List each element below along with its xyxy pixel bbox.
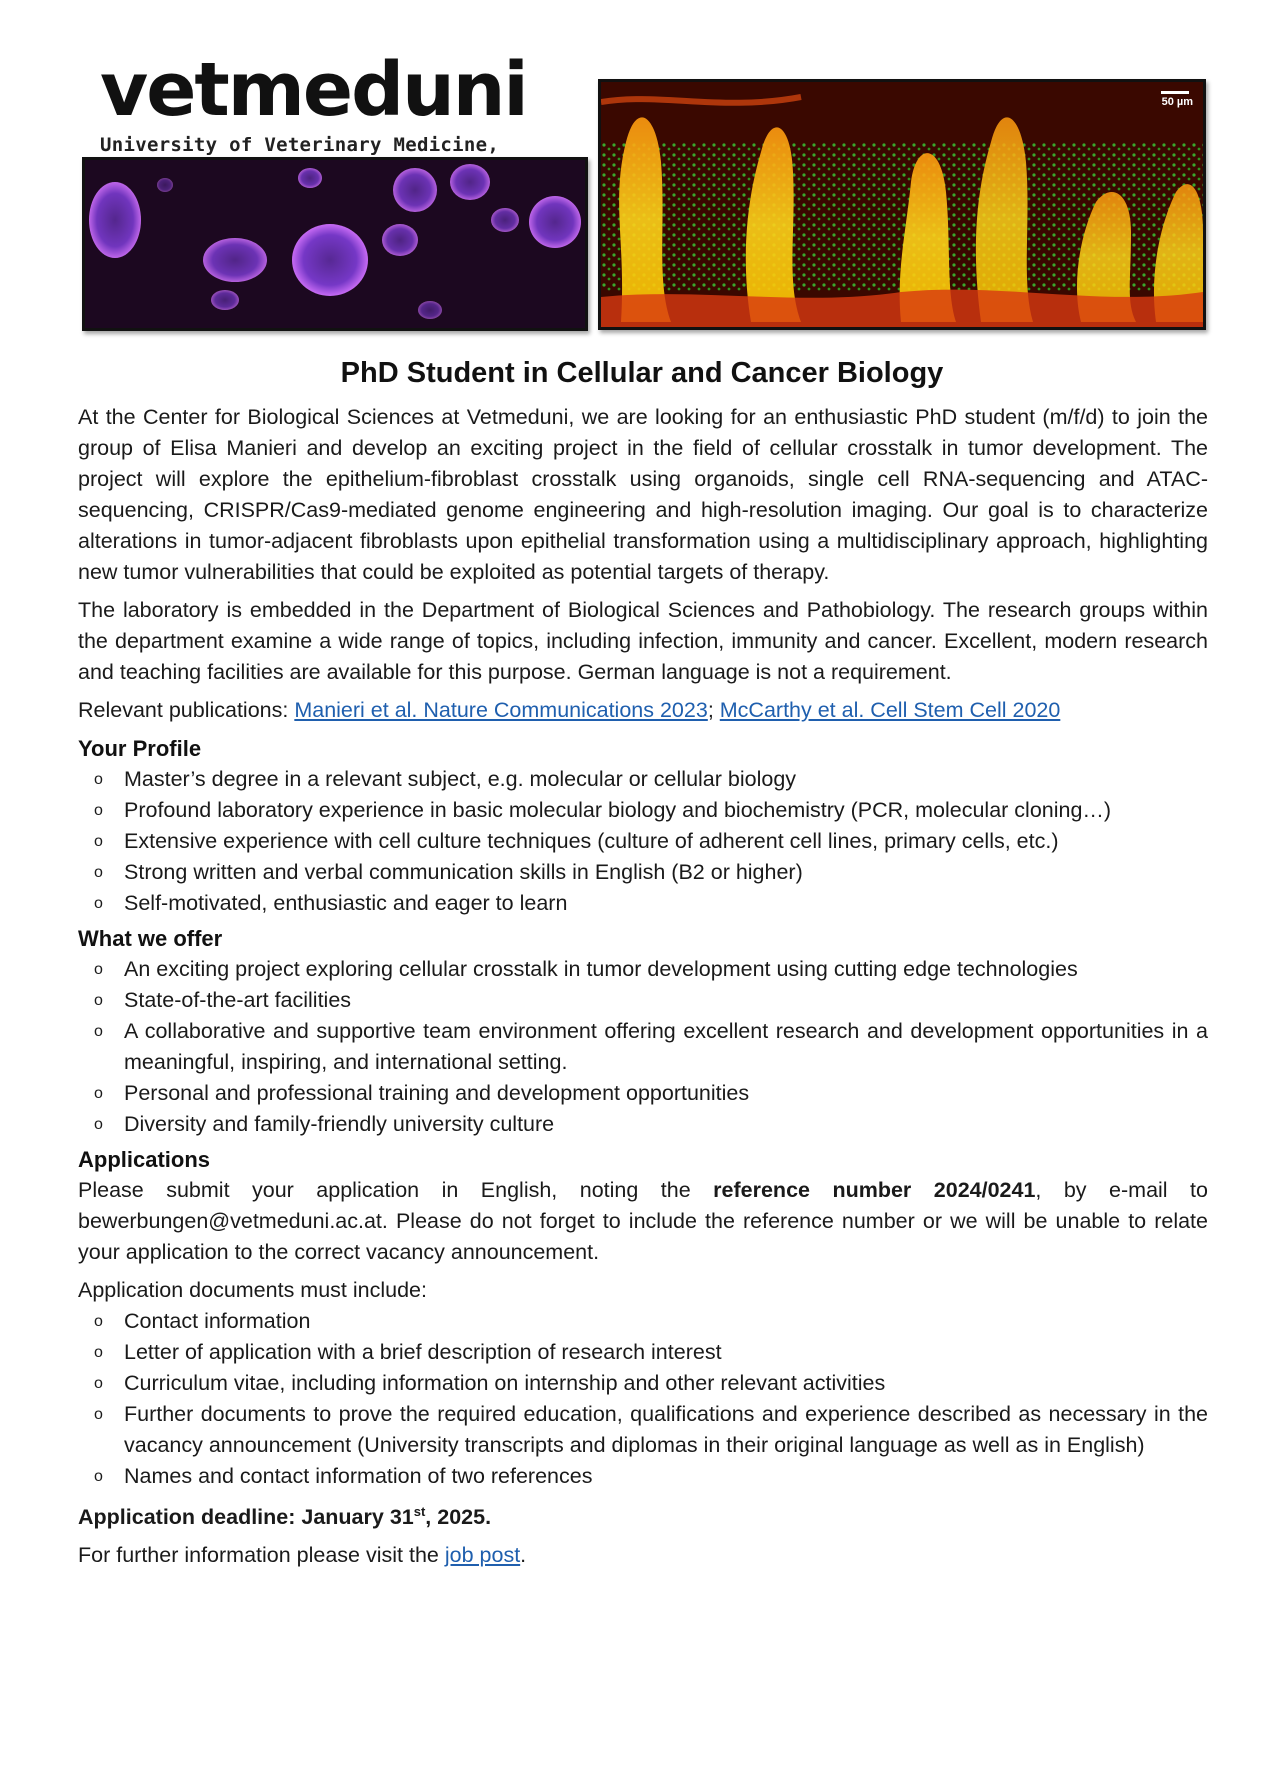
logo-subtitle: University of Veterinary Medicine, (100, 134, 500, 156)
intro-paragraph: At the Center for Biological Sciences at Vetmeduni, we are looking for an enthusiastic PhD student (m/f/d) to join the group of Elisa Manieri and develop an exciting project in the field of cellular crosstalk in tumor development. The project will explore the epithelium-fibroblast crosstalk using organoids, single cell RNA-sequencing and ATAC-sequencing, CRISPR/Cas9-mediated genome engineering and high-resolution imaging. Our goal is to characterize alterations in tumor-adjacent fibroblasts upon epithelial transformation using a multidisciplinary approach, highlighting new tumor vulnerabilities that could be exploited as potential targets of therapy. (78, 405, 1208, 584)
job-description (78, 402, 1208, 1578)
list-item: o Personal and professional training and development opportunities (78, 1078, 1208, 1109)
list-item: o Curriculum vitae, including information on internship and other relevant activities (78, 1368, 1208, 1399)
bullet-icon: o (94, 1085, 103, 1102)
bullet-icon: o (94, 864, 103, 881)
bullet-icon: o (94, 1313, 103, 1330)
list-item: o Names and contact information of two references (78, 1461, 1208, 1492)
applications-paragraph: Please submit your application in English, noting the reference number 2024/0241, by e-mail to bewerbungen@vetmeduni.ac.at. Please do not forget to include the reference number or we will be unable to relate your application to the correct vacancy announcement. (78, 1178, 1208, 1264)
bullet-icon: o (94, 1116, 103, 1133)
organoids-illustration (85, 160, 585, 328)
publication-link-manieri[interactable]: Manieri et al. Nature Communications 2023 (294, 698, 708, 722)
publications-line (78, 695, 1208, 726)
list-item: o Contact information (78, 1306, 1208, 1337)
bullet-icon: o (94, 1344, 103, 1361)
list-item: o Profound laboratory experience in basic molecular biology and biochemistry (PCR, molecular cloning…) (78, 795, 1208, 826)
list-item: o Diversity and family-friendly university culture (78, 1109, 1208, 1140)
tissue-illustration (601, 82, 1203, 327)
publications-label: Relevant publications: (78, 698, 295, 722)
bullet-icon: o (94, 961, 103, 978)
offer-heading: What we offer (78, 926, 223, 951)
list-item: o Self-motivated, enthusiastic and eager to learn (78, 888, 1208, 919)
job-post-link[interactable]: job post (444, 1543, 521, 1568)
list-item: o Extensive experience with cell culture techniques (culture of adherent cell lines, primary cells, etc.) (78, 826, 1208, 857)
bullet-icon: o (94, 802, 103, 819)
publications-separator: ; (707, 698, 720, 722)
offer-list (78, 954, 1208, 1140)
list-item: o Letter of application with a brief description of research interest (78, 1337, 1208, 1368)
bullet-icon: o (94, 895, 103, 912)
scale-bar (1161, 91, 1189, 94)
lab-paragraph: The laboratory is embedded in the Department of Biological Sciences and Pathobiology. The research groups within the department examine a wide range of topics, including infection, immunity and cancer. Excellent, modern research and teaching facilities are available for this purpose. German language is not a requirement. (78, 598, 1208, 684)
list-item: o Strong written and verbal communication skills in English (B2 or higher) (78, 857, 1208, 888)
tissue-microscopy-image (598, 79, 1206, 330)
list-item: o State-of-the-art facilities (78, 985, 1208, 1016)
bullet-icon: o (94, 771, 103, 788)
list-item: o An exciting project exploring cellular crosstalk in tumor development using cutting edge technologies (78, 954, 1208, 985)
list-item: o A collaborative and supportive team environment offering excellent research and development opportunities in a meaningful, inspiring, and international setting. (78, 1016, 1208, 1078)
scale-bar-label: 50 µm (1161, 96, 1193, 108)
bullet-icon: o (94, 1406, 103, 1423)
page-title: PhD Student in Cellular and Cancer Biology (340, 357, 944, 389)
documents-intro: Application documents must include: (78, 1278, 427, 1302)
list-item: o Further documents to prove the required education, qualifications and experience described as necessary in the vacancy announcement (University transcripts and diplomas in their original language as well as in English) (78, 1399, 1208, 1461)
profile-list (78, 764, 1208, 919)
bullet-icon: o (94, 1468, 103, 1485)
bullet-icon: o (94, 1023, 103, 1040)
profile-heading: Your Profile (78, 736, 202, 761)
applications-heading: Applications (78, 1147, 211, 1172)
organoids-microscopy-image (82, 157, 588, 331)
application-deadline: Application deadline: January 31st, 2025. (78, 1504, 492, 1530)
bullet-icon: o (94, 1375, 103, 1392)
logo-wordmark: vetmeduni (100, 47, 527, 133)
documents-list (78, 1306, 1208, 1492)
publication-link-mccarthy[interactable]: McCarthy et al. Cell Stem Cell 2020 (719, 698, 1061, 722)
bullet-icon: o (94, 992, 103, 1009)
footer-line: For further information please visit the job post. (78, 1543, 527, 1568)
bullet-icon: o (94, 833, 103, 850)
reference-number: reference number 2024/0241 (713, 1178, 1036, 1202)
list-item: o Master’s degree in a relevant subject, e.g. molecular or cellular biology (78, 764, 1208, 795)
